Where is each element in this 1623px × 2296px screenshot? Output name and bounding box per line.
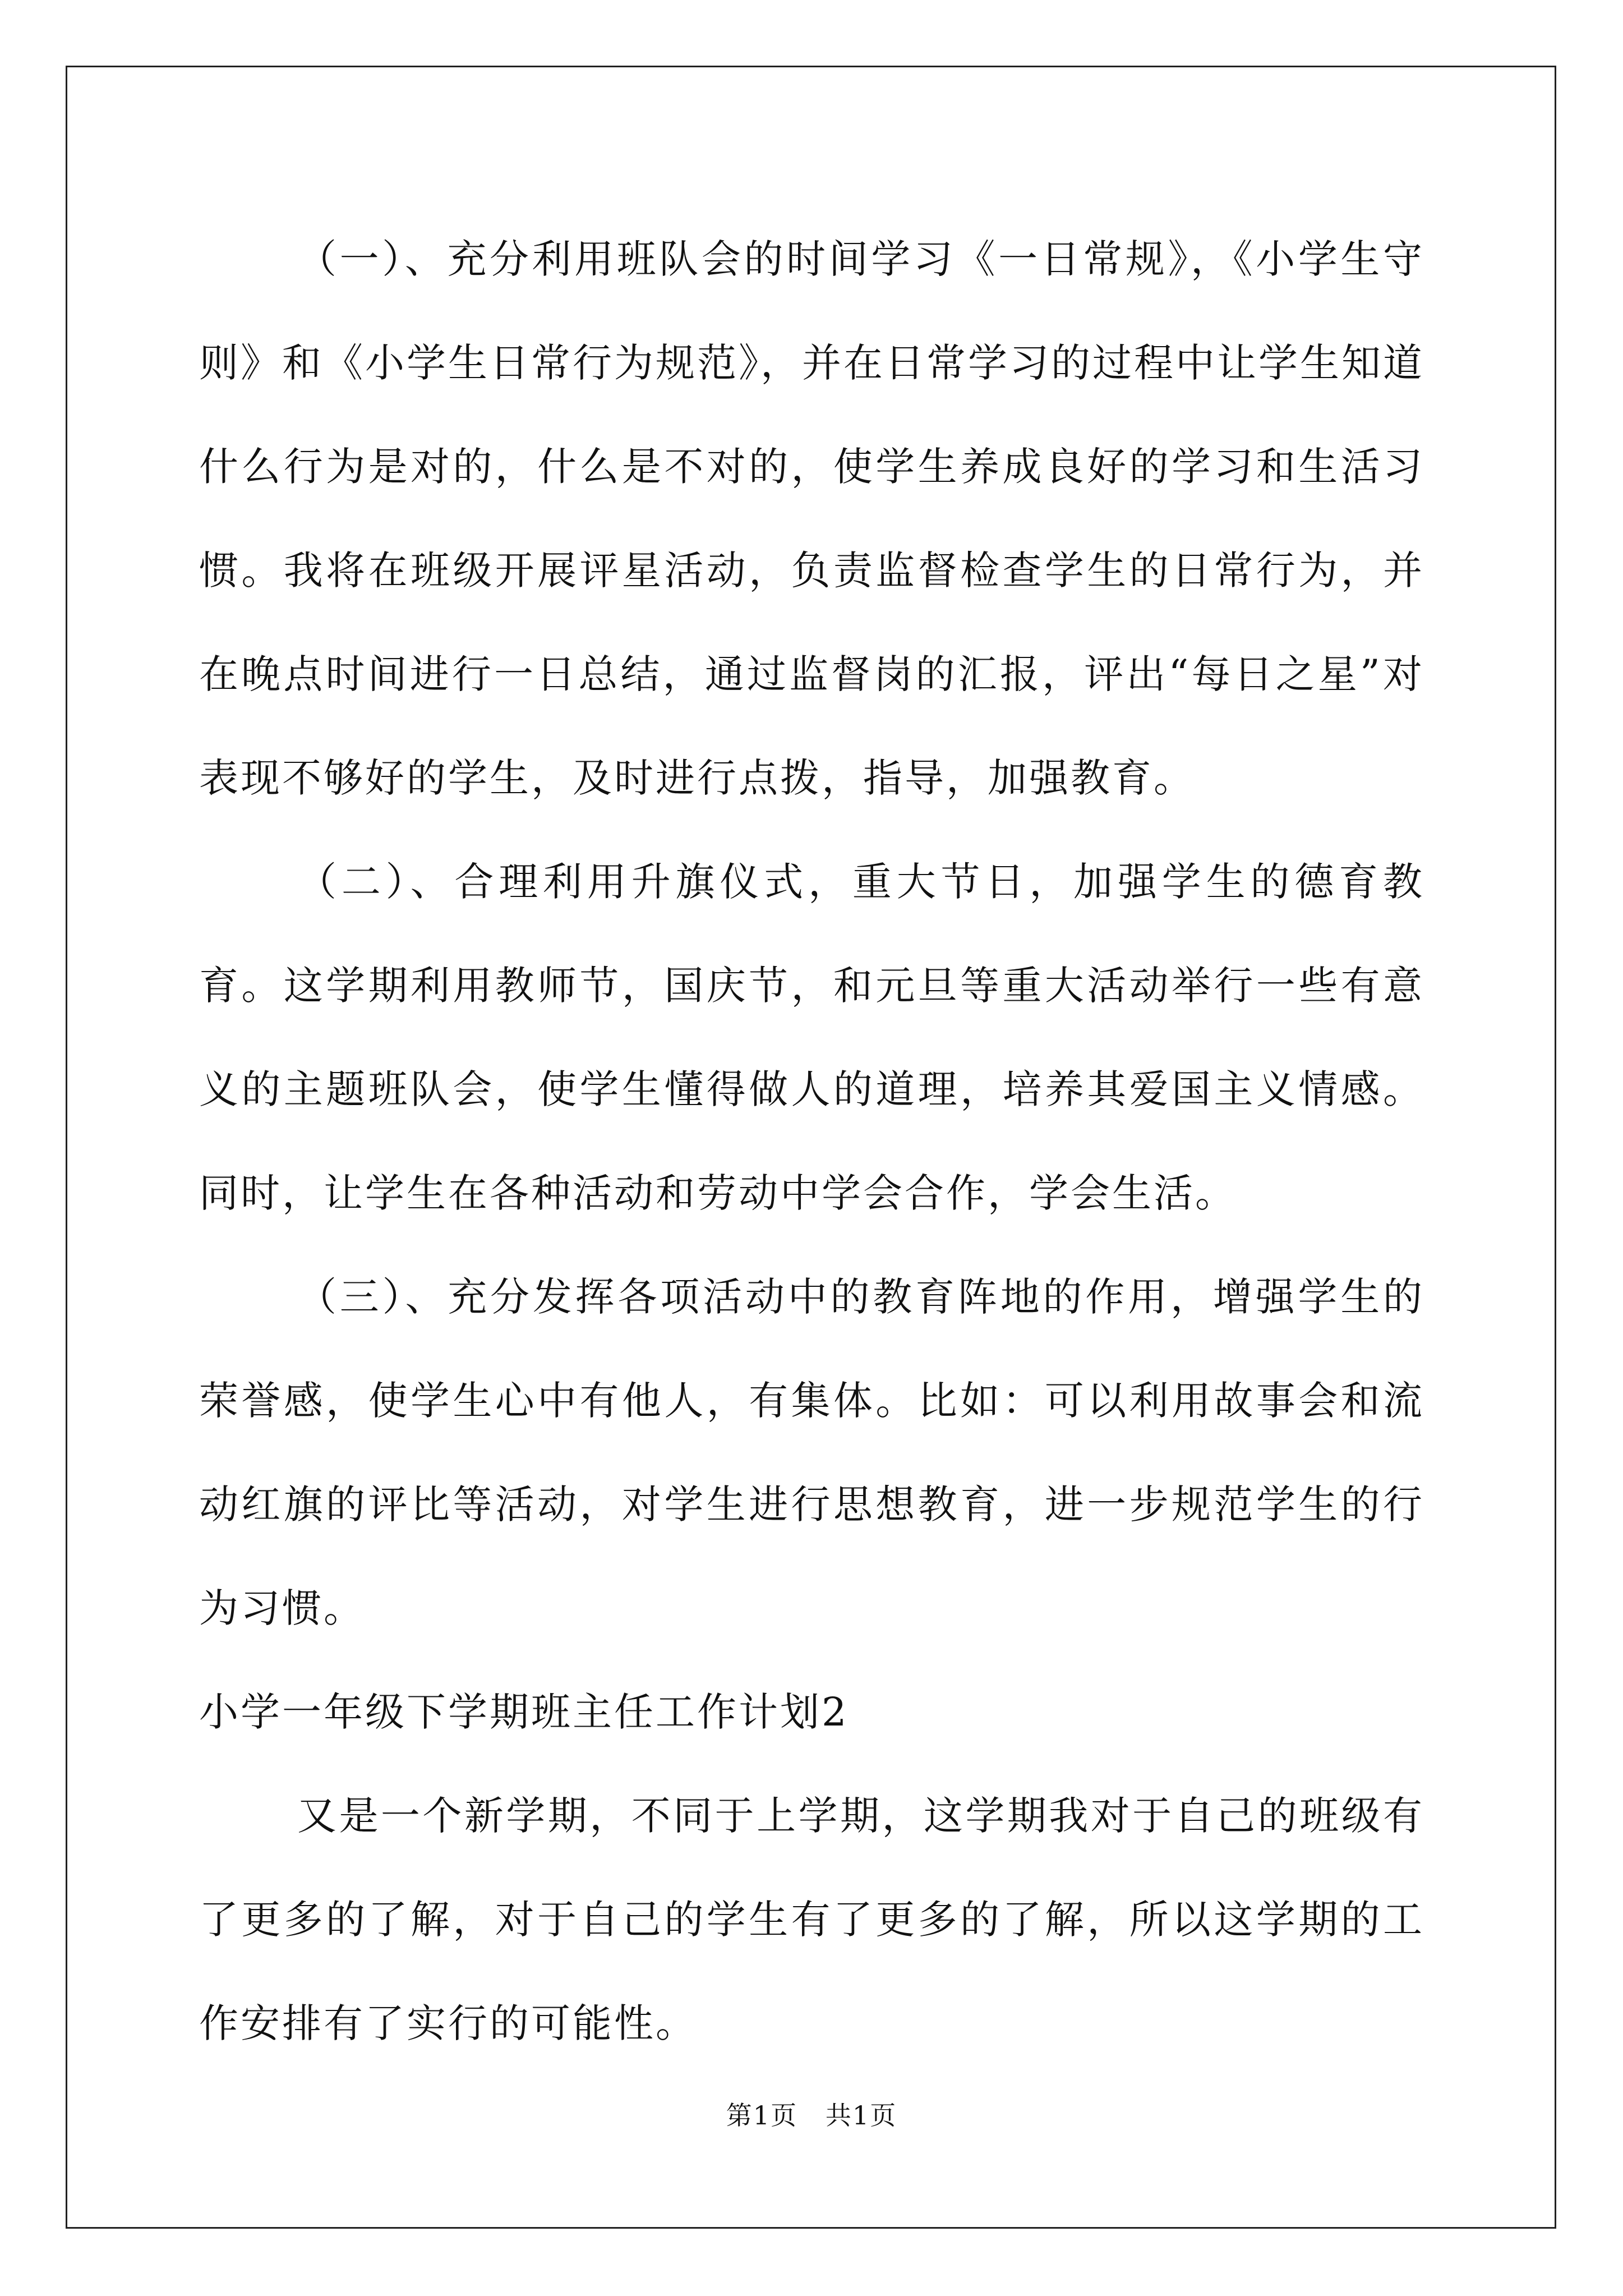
paragraph-1: （一）、充分利用班队会的时间学习《一日常规》，《小学生守则》和《小学生日常行为规范》，并在日常学习的过程中让学生知道什么行为是对的，什么是不对的，使学生养成良好的学习和生活习惯。我将在班级开展评星活动，负责监督检查学生的日常行为，并在晚点时间进行一日总结，通过监督岗的汇报，评出“每日之星”对表现不够好的学生，及时进行点拨，指导，加强教育。 — [199, 236, 1424, 801]
section-heading: 小学一年级下学期班主任工作计划2 — [199, 1689, 849, 1735]
paragraph-3: （三）、充分发挥各项活动中的教育阵地的作用，增强学生的荣誉感，使学生心中有他人，有集体。比如：可以利用故事会和流动红旗的评比等活动，对学生进行思想教育，进一步规范学生的行为习惯。 — [199, 1274, 1424, 1631]
document-body — [199, 208, 1424, 2076]
paragraph-4: 又是一个新学期，不同于上学期，这学期我对于自己的班级有了更多的了解，对于自己的学生有了更多的了解，所以这学期的工作安排有了实行的可能性。 — [199, 1793, 1424, 2046]
page-number-footer: 第1页 共1页 — [726, 2100, 897, 2131]
paragraph-2: （二）、合理利用升旗仪式，重大节日，加强学生的德育教育。这学期利用教师节，国庆节，和元旦等重大活动举行一些有意义的主题班队会，使学生懂得做人的道理，培养其爱国主义情感。同时，让学生在各种活动和劳动中学会合作，学会生活。 — [199, 859, 1424, 1216]
